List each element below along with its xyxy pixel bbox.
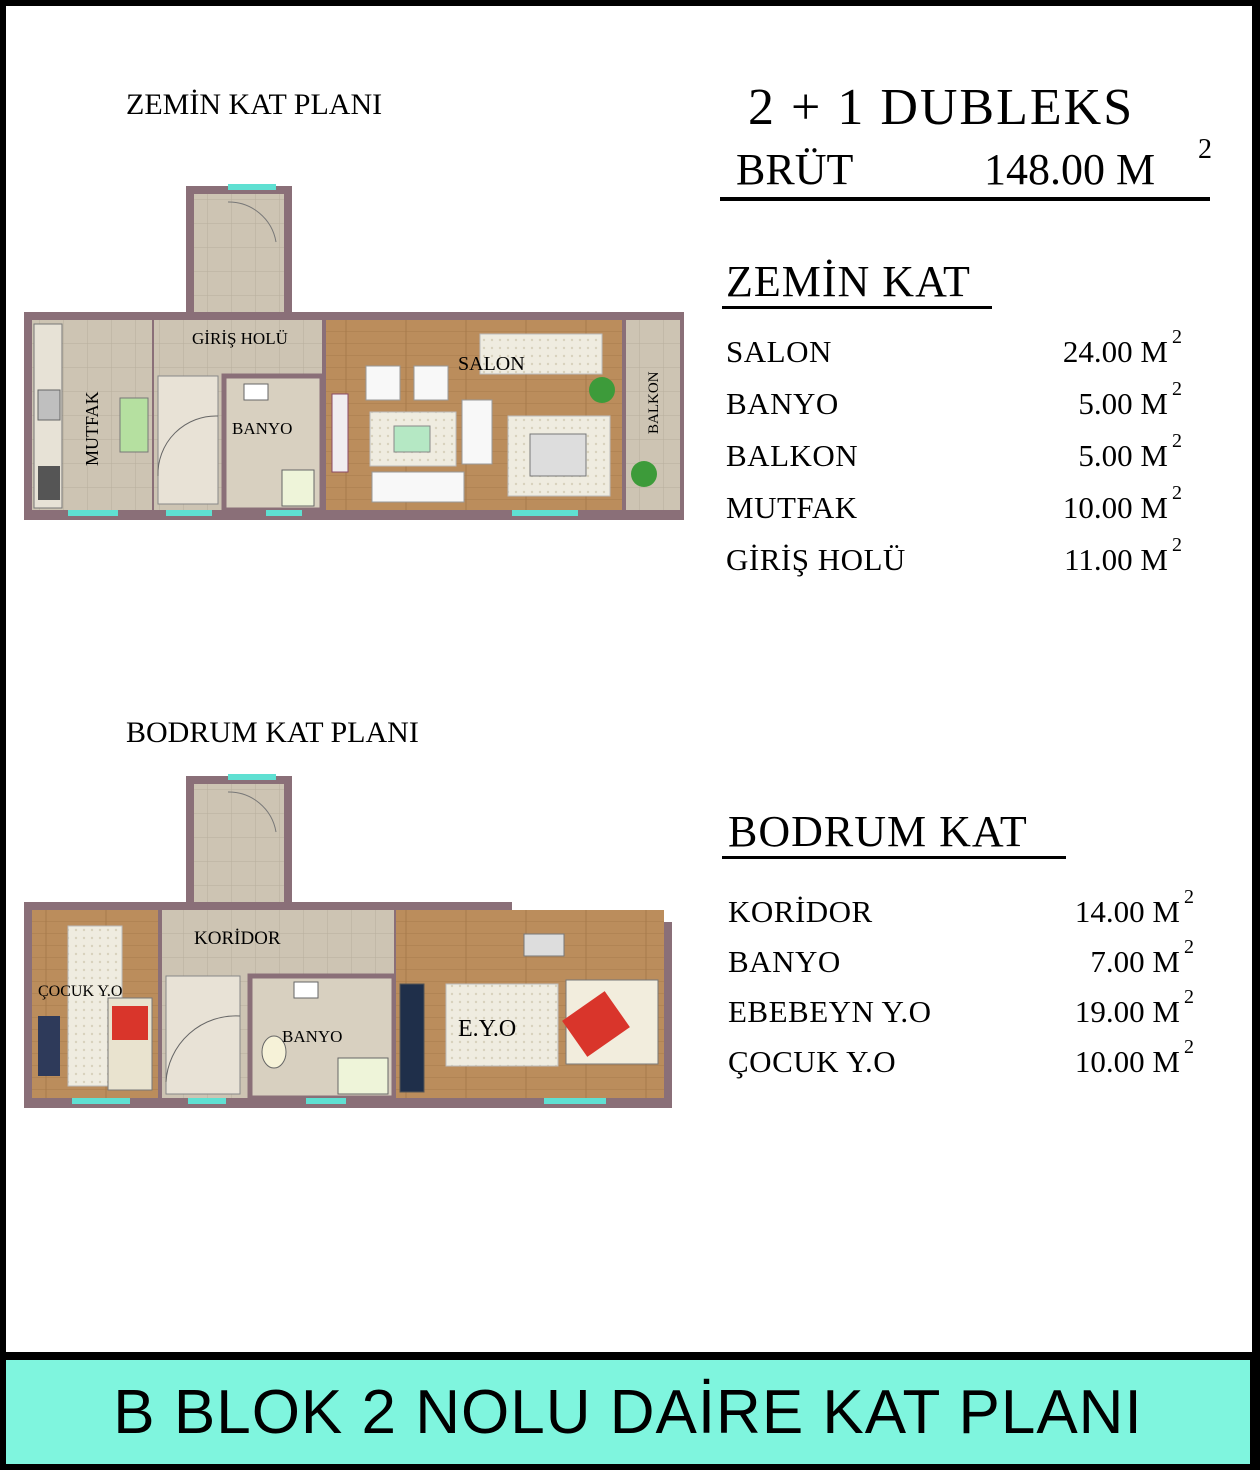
ground-bath-shower	[282, 470, 314, 506]
ground-row-unit-sup: 2	[1172, 482, 1182, 504]
basement-row-value: 19.00 M	[1074, 994, 1180, 1029]
b-entrance-wing-floor	[194, 784, 284, 906]
basement-row-label: ÇOCUK Y.O	[728, 1044, 897, 1079]
ground-row-label: BANYO	[726, 386, 839, 421]
footer-title: B BLOK 2 NOLU DAİRE KAT PLANI	[113, 1377, 1143, 1447]
b-window-1	[72, 1098, 130, 1104]
tv-stand	[524, 934, 564, 956]
basement-floor-plan	[16, 766, 676, 1108]
ground-plan-title: ZEMİN KAT PLANI	[126, 88, 383, 121]
sofa-bottom	[372, 472, 464, 502]
label-giris-holu: GİRİŞ HOLÜ	[192, 329, 288, 348]
b-window-3	[306, 1098, 346, 1104]
label-banyo: BANYO	[232, 419, 293, 438]
ground-bath-sink	[244, 384, 268, 400]
basement-row-label: KORİDOR	[728, 894, 873, 929]
ground-heading-underline	[722, 306, 992, 309]
b-window-4	[544, 1098, 606, 1104]
basement-row-unit-sup: 2	[1184, 936, 1194, 958]
armchair-1	[366, 366, 400, 400]
ground-row-label: MUTFAK	[726, 490, 858, 525]
coffee-table	[394, 426, 430, 452]
plant-salon	[589, 377, 615, 403]
basement-row-label: BANYO	[728, 944, 841, 979]
child-bedcover	[112, 1006, 148, 1040]
kitchen-sink	[38, 390, 60, 420]
ground-row-label: BALKON	[726, 438, 859, 473]
dining-table	[530, 434, 586, 476]
gross-unit-sup: 2	[1198, 134, 1212, 165]
sofa-right	[462, 400, 492, 464]
ground-row-unit-sup: 2	[1172, 326, 1182, 348]
giris-window	[166, 510, 212, 516]
basement-row-unit-sup: 2	[1184, 1036, 1194, 1058]
basement-table-heading: BODRUM KAT	[728, 807, 1028, 856]
basement-row-unit-sup: 2	[1184, 886, 1194, 908]
ground-row-unit-sup: 2	[1172, 430, 1182, 452]
label-eyo: E.Y.O	[458, 1016, 517, 1042]
label-balkon: BALKON	[646, 371, 662, 434]
footer-banner	[6, 1360, 1250, 1464]
ground-row-unit-sup: 2	[1172, 378, 1182, 400]
b-stairs	[166, 976, 240, 1094]
basement-plan-title: BODRUM KAT PLANI	[126, 716, 419, 749]
gross-label: BRÜT	[736, 145, 854, 194]
ground-row-label: GİRİŞ HOLÜ	[726, 542, 906, 577]
unit-type-title: 2 + 1 DUBLEKS	[748, 79, 1135, 136]
basement-row-value: 7.00 M	[1090, 944, 1180, 979]
plan-sheet	[6, 6, 1252, 1352]
armchair-2	[414, 366, 448, 400]
gross-value: 148.00 M	[984, 145, 1156, 194]
b-bath-tub	[338, 1058, 388, 1094]
entrance-window	[228, 184, 276, 190]
wardrobe	[400, 984, 424, 1092]
basement-heading-underline	[722, 856, 1066, 859]
basement-row-unit-sup: 2	[1184, 986, 1194, 1008]
ground-stairs	[158, 376, 218, 504]
child-desk	[38, 1016, 60, 1076]
salon-tv-unit	[332, 394, 348, 472]
ground-row-unit-sup: 2	[1172, 534, 1182, 556]
b-top-window	[228, 774, 276, 780]
header-rule	[720, 197, 1210, 201]
label-mutfak: MUTFAK	[82, 391, 102, 466]
label-cocuk: ÇOCUK Y.O	[38, 983, 123, 1000]
salon-window	[512, 510, 578, 516]
label-b-banyo: BANYO	[282, 1027, 343, 1046]
ground-row-label: SALON	[726, 334, 832, 369]
entrance-wing-floor	[194, 194, 284, 316]
ground-row-value: 10.00 M	[1062, 490, 1168, 525]
basement-row-value: 14.00 M	[1074, 894, 1180, 929]
b-window-2	[188, 1098, 226, 1104]
label-salon: SALON	[458, 353, 525, 375]
plant-balkon	[631, 461, 657, 487]
label-koridor: KORİDOR	[194, 928, 281, 949]
ground-floor-plan	[16, 176, 688, 521]
basement-row-label: EBEBEYN Y.O	[728, 994, 932, 1029]
ground-row-value: 5.00 M	[1078, 386, 1168, 421]
basement-row-value: 10.00 M	[1074, 1044, 1180, 1079]
kitchen-stove	[38, 466, 60, 500]
kitchen-table	[120, 398, 148, 452]
banyo-window	[266, 510, 302, 516]
ground-table-heading: ZEMİN KAT	[726, 257, 971, 306]
ground-row-value: 11.00 M	[1064, 542, 1168, 577]
mutfak-window	[68, 510, 118, 516]
ground-row-value: 5.00 M	[1078, 438, 1168, 473]
b-bath-sink	[294, 982, 318, 998]
ground-row-value: 24.00 M	[1062, 334, 1168, 369]
